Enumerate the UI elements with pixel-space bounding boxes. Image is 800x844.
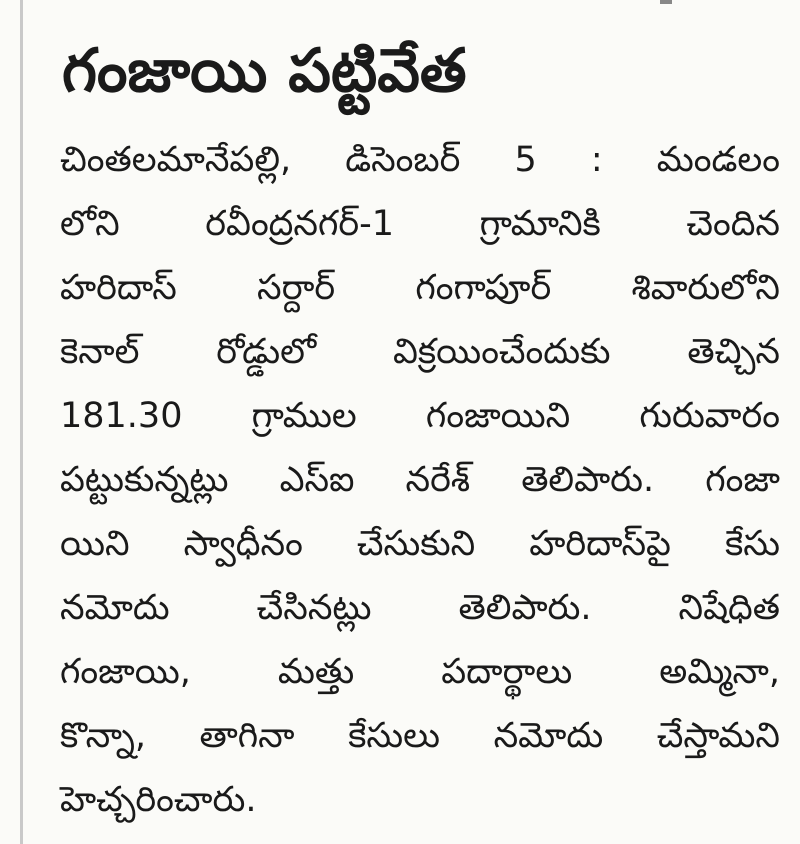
column-divider (20, 0, 23, 844)
article-headline: గంజాయి పట్టివేత (62, 36, 467, 106)
article-line: యిని స్వాధీనం చేసుకుని హరిదాస్‌పై కేసు (60, 524, 780, 564)
article-line: హరిదాస్ సర్దార్ గంగాపూర్ శివారులోని (60, 268, 780, 308)
article-line: హెచ్చరించారు. (60, 780, 257, 820)
article-line: 181.30 గ్రాముల గంజాయిని గురువారం (60, 396, 780, 436)
article-line: లోని రవీంద్రనగర్-1 గ్రామానికి చెందిన (60, 204, 780, 244)
article-line: గంజాయి, మత్తు పదార్థాలు అమ్మినా, (60, 652, 780, 692)
print-mark (660, 0, 672, 4)
article-line: కొన్నా, తాగినా కేసులు నమోదు చేస్తామని (60, 716, 780, 756)
article-line: కెనాల్ రోడ్డులో విక్రయించేందుకు తెచ్చిన (60, 332, 780, 372)
article-line: చింతలమానేపల్లి, డిసెంబర్ 5 : మండలం (60, 140, 780, 180)
article-body (60, 128, 780, 832)
article-line: పట్టుకున్నట్లు ఎస్ఐ నరేశ్ తెలిపారు. గంజా (60, 460, 780, 500)
article-line: నమోదు చేసినట్లు తెలిపారు. నిషేధిత (60, 588, 780, 628)
